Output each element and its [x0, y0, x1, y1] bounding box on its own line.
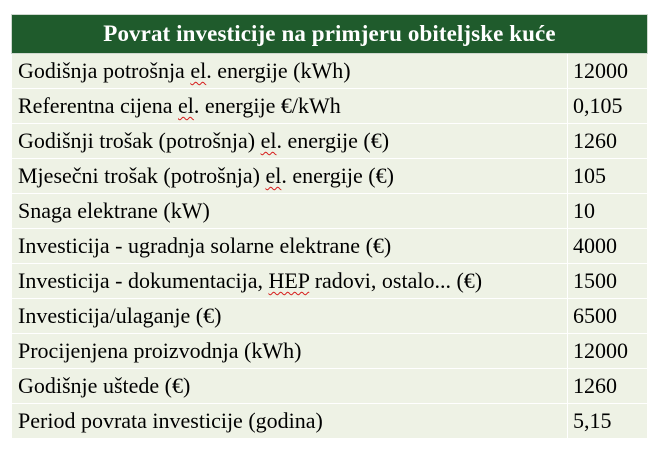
table-row [12, 194, 648, 229]
row-label-payback-period[interactable] [12, 404, 568, 439]
row-value-monthly-cost[interactable]: 105 [568, 159, 648, 194]
table-row [12, 54, 648, 89]
label-text: Investicija - dokumentacija, [18, 268, 269, 293]
label-text: Procijenjena proizvodnja (kWh) [18, 338, 302, 363]
row-value-reference-price[interactable]: 0,105 [568, 89, 648, 124]
label-text: Godišnja potrošnja [18, 58, 191, 83]
row-value-annual-consumption[interactable]: 12000 [568, 54, 648, 89]
label-text: . energije (kWh) [206, 58, 351, 83]
table-row [12, 369, 648, 404]
label-text: radovi, ostalo... (€) [309, 268, 483, 293]
label-text: Period povrata investicije (godina) [18, 408, 323, 433]
label-text: Investicija - ugradnja solarne elektrane (€) [18, 233, 392, 258]
label-text: . energije €/kWh [193, 93, 341, 118]
label-text: Godišnji trošak (potrošnja) [18, 128, 261, 153]
row-value-payback-period[interactable]: 5,15 [568, 404, 648, 439]
row-label-annual-cost[interactable] [12, 124, 568, 159]
spellcheck-marked-word: el [265, 163, 282, 188]
label-text: Snaga elektrane (kW) [18, 198, 210, 223]
row-value-documentation-investment[interactable]: 1500 [568, 264, 648, 299]
label-text: Investicija/ulaganje (€) [18, 303, 222, 328]
table-row [12, 124, 648, 159]
row-label-documentation-investment[interactable] [12, 264, 568, 299]
table-header-row [12, 15, 648, 54]
label-text: . energije (€) [281, 163, 394, 188]
table-row [12, 159, 648, 194]
row-value-plant-power[interactable]: 10 [568, 194, 648, 229]
table-row [12, 264, 648, 299]
table-row [12, 299, 648, 334]
row-label-monthly-cost[interactable] [12, 159, 568, 194]
table-row [12, 334, 648, 369]
row-label-installation-investment[interactable] [12, 229, 568, 264]
table-row [12, 404, 648, 439]
row-label-annual-savings[interactable] [12, 369, 568, 404]
label-text: Godišnje uštede (€) [18, 373, 191, 398]
label-text: Referentna cijena [18, 93, 179, 118]
row-label-reference-price[interactable] [12, 89, 568, 124]
table-title[interactable]: Povrat investicije na primjeru obiteljske kuće [12, 15, 648, 54]
spellcheck-marked-word: HEP [268, 268, 310, 293]
label-text: . energije (€) [276, 128, 390, 153]
row-label-estimated-production[interactable] [12, 334, 568, 369]
spellcheck-marked-word: el [178, 93, 194, 118]
spellcheck-marked-word: el [260, 128, 277, 153]
table-row [12, 89, 648, 124]
row-label-plant-power[interactable] [12, 194, 568, 229]
row-label-annual-consumption[interactable] [12, 54, 568, 89]
row-value-annual-cost[interactable]: 1260 [568, 124, 648, 159]
label-text: Mjesečni trošak (potrošnja) [18, 163, 266, 188]
row-label-total-investment[interactable] [12, 299, 568, 334]
row-value-annual-savings[interactable]: 1260 [568, 369, 648, 404]
investment-return-table [11, 14, 648, 439]
row-value-total-investment[interactable]: 6500 [568, 299, 648, 334]
spellcheck-marked-word: el [190, 58, 207, 83]
table-row [12, 229, 648, 264]
row-value-installation-investment[interactable]: 4000 [568, 229, 648, 264]
row-value-estimated-production[interactable]: 12000 [568, 334, 648, 369]
